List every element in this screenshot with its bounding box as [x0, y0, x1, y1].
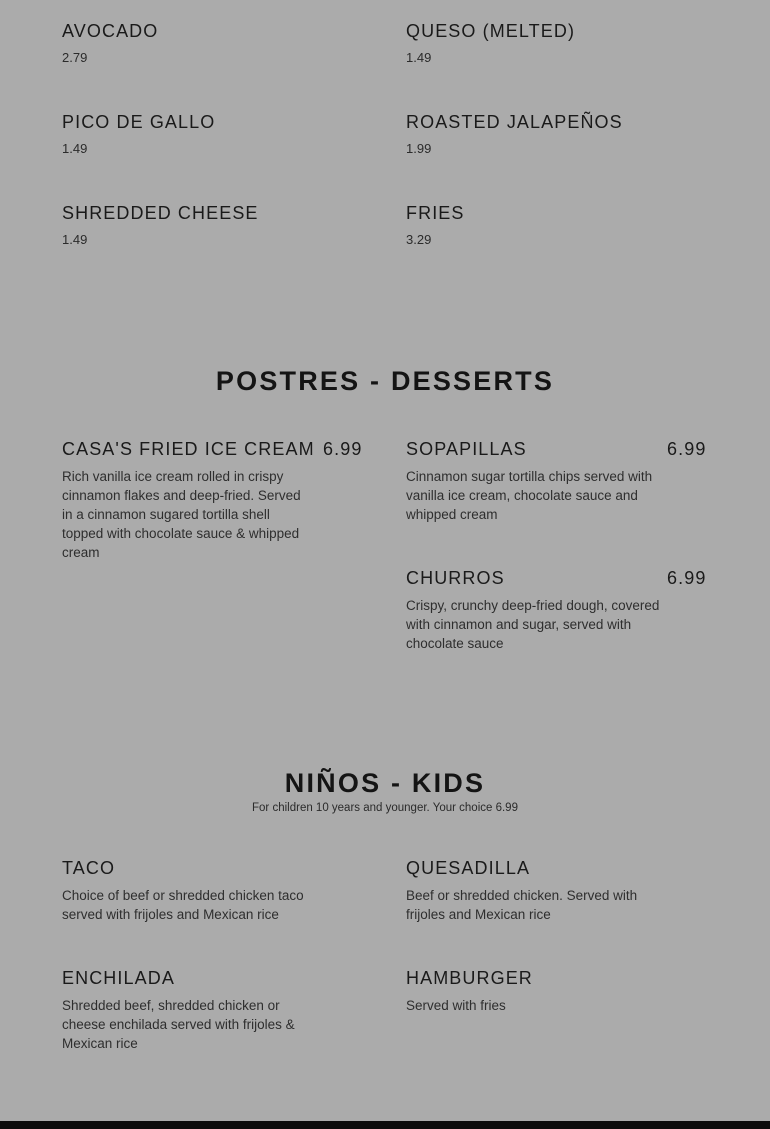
item-description: Cinnamon sugar tortilla chips served with vanilla ice cream, chocolate sauce and whipped cream [406, 469, 653, 522]
kids-section-title: NIÑOS - KIDS [284, 768, 486, 798]
item-name: AVOCADO [62, 21, 159, 41]
item-description: Rich vanilla ice cream rolled in crispy cinnamon flakes and deep-fried. Served in a cinnamon sugared tortilla shell topped with chocolate sauce & whipped cream [62, 469, 301, 560]
item-price: 1.49 [406, 50, 432, 65]
item-name: PICO DE GALLO [62, 112, 216, 132]
item-price: 6.99 [667, 439, 707, 459]
menu-item-fries [406, 202, 465, 248]
menu-item-fried-ice-cream [62, 438, 364, 562]
menu-item-sopapillas [406, 438, 708, 524]
menu-item-shredded-cheese [62, 202, 259, 248]
item-name: QUESO (MELTED) [406, 21, 576, 41]
item-price: 6.99 [323, 439, 363, 459]
item-description: Choice of beef or shredded chicken taco served with frijoles and Mexican rice [62, 888, 304, 922]
item-name: CASA'S FRIED ICE CREAM [62, 439, 315, 459]
menu-item-hamburger [406, 967, 666, 1015]
item-name: SHREDDED CHEESE [62, 203, 259, 223]
item-price: 2.79 [62, 50, 88, 65]
item-price: 6.99 [667, 568, 707, 588]
menu-item-enchilada [62, 967, 314, 1053]
item-name: CHURROS [406, 568, 505, 588]
menu-item-roasted-jalapenos [406, 111, 623, 157]
item-name: QUESADILLA [406, 858, 531, 878]
item-price: 1.49 [62, 232, 88, 247]
item-description: Served with fries [406, 998, 506, 1013]
item-name: FRIES [406, 203, 465, 223]
menu-item-pico-de-gallo [62, 111, 215, 157]
item-description: Beef or shredded chicken. Served with frijoles and Mexican rice [406, 888, 638, 922]
menu-item-taco [62, 857, 324, 924]
item-description: Crispy, crunchy deep-fried dough, covered with cinnamon and sugar, served with chocolate sauce [406, 598, 660, 651]
menu-item-churros [406, 567, 708, 653]
item-price: 1.99 [406, 141, 432, 156]
kids-section-subtitle: For children 10 years and younger. Your choice 6.99 [252, 802, 518, 814]
menu-item-quesadilla [406, 857, 656, 924]
item-name: HAMBURGER [406, 968, 533, 988]
item-price: 3.29 [406, 232, 432, 247]
menu-item-queso [406, 20, 575, 66]
item-name: TACO [62, 858, 116, 878]
desserts-section-title: POSTRES - DESSERTS [215, 366, 555, 396]
footer-bar [0, 1121, 770, 1129]
menu-item-avocado [62, 20, 158, 66]
item-name: SOPAPILLAS [406, 439, 527, 459]
item-name: ENCHILADA [62, 968, 175, 988]
item-name: ROASTED JALAPEÑOS [406, 112, 623, 132]
item-description: Shredded beef, shredded chicken or cheese enchilada served with frijoles & Mexican rice [62, 998, 295, 1051]
item-price: 1.49 [62, 141, 88, 156]
